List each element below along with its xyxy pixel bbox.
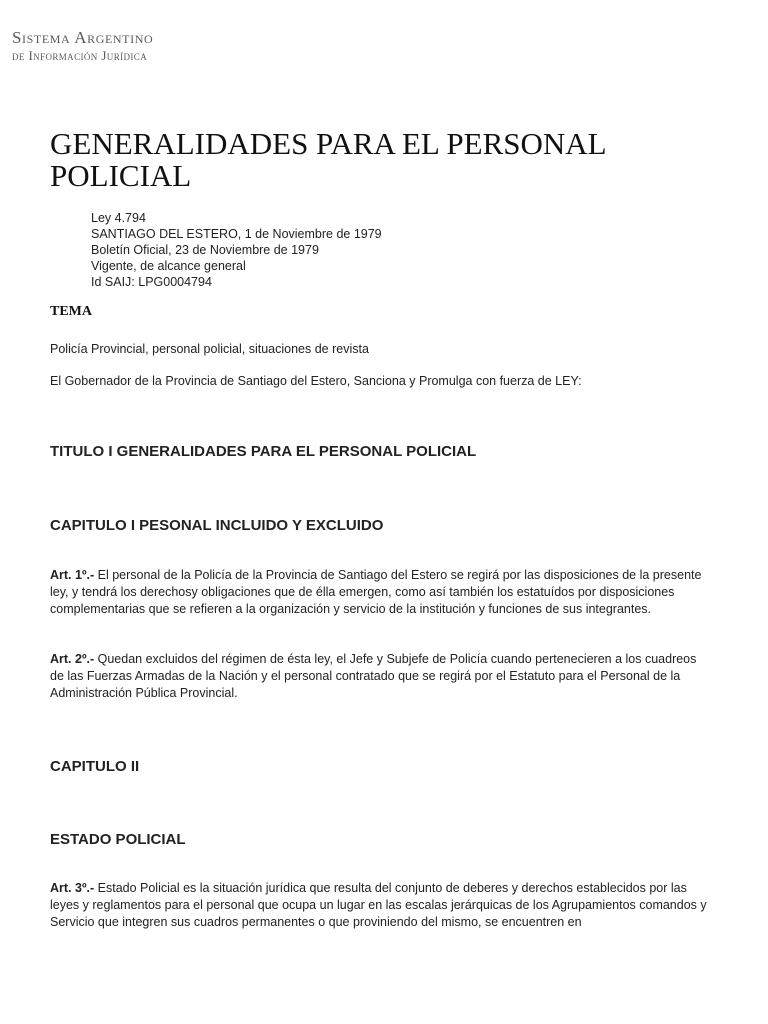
article-1-text: El personal de la Policía de la Provincia de Santiago del Estero se regirá por las disposiciones de la presente ley, y tendrá los derechosy obligaciones que de élla emergen, como así también los estatuídos por disposiciones complementarias que se refieren a la organización y servicio de la institución y funciones de sus integrantes. (50, 568, 702, 616)
article-3-label: Art. 3º.- (50, 881, 95, 895)
capitulo-1-heading: CAPITULO I PESONAL INCLUIDO Y EXCLUIDO (50, 517, 384, 534)
capitulo-2-heading: CAPITULO II (50, 758, 140, 775)
article-1 (50, 567, 710, 618)
saij-logo (12, 29, 153, 62)
article-1-label: Art. 1º.- (50, 568, 95, 582)
logo-subtitle: de Información Jurídica (12, 48, 148, 63)
official-bulletin: Boletín Oficial, 23 de Noviembre de 1979 (91, 243, 319, 257)
titulo-1-heading: TITULO I GENERALIDADES PARA EL PERSONAL POLICIAL (50, 443, 477, 460)
document-title: GENERALIDADES PARA EL PERSONAL POLICIAL (50, 126, 606, 193)
place-date: SANTIAGO DEL ESTERO, 1 de Noviembre de 1979 (91, 227, 382, 241)
article-2-text: Quedan excluidos del régimen de ésta ley, el Jefe y Subjefe de Policía cuando pertenecieren a los cuadreos de las Fuerzas Armadas de la Nación y el personal contratado que se regirá por el Estatuto para el Personal de la Administración Pública Provincial. (50, 652, 697, 700)
tema-text: Policía Provincial, personal policial, situaciones de revista (50, 342, 369, 356)
article-2 (50, 651, 710, 702)
saij-id: Id SAIJ: LPG0004794 (91, 275, 212, 289)
estado-policial-heading: ESTADO POLICIAL (50, 831, 186, 848)
tema-heading: TEMA (50, 304, 92, 319)
preamble: El Gobernador de la Provincia de Santiago del Estero, Sanciona y Promulga con fuerza de LEY: (50, 374, 582, 388)
document-metadata (91, 210, 382, 290)
article-3-text: Estado Policial es la situación jurídica que resulta del conjunto de deberes y derechos establecidos por las leyes y reglamentos para el personal que ocupa un lugar en las escalas jerárquicas de los Agrupamientos comandos y Servicio que integren sus cuadros permanentes o que proviniendo del mismo, se encuentren en (50, 881, 707, 929)
article-3 (50, 880, 710, 931)
logo-title: Sistema Argentino (12, 28, 154, 47)
law-number: Ley 4.794 (91, 211, 146, 225)
article-2-label: Art. 2º.- (50, 652, 95, 666)
validity: Vigente, de alcance general (91, 259, 246, 273)
